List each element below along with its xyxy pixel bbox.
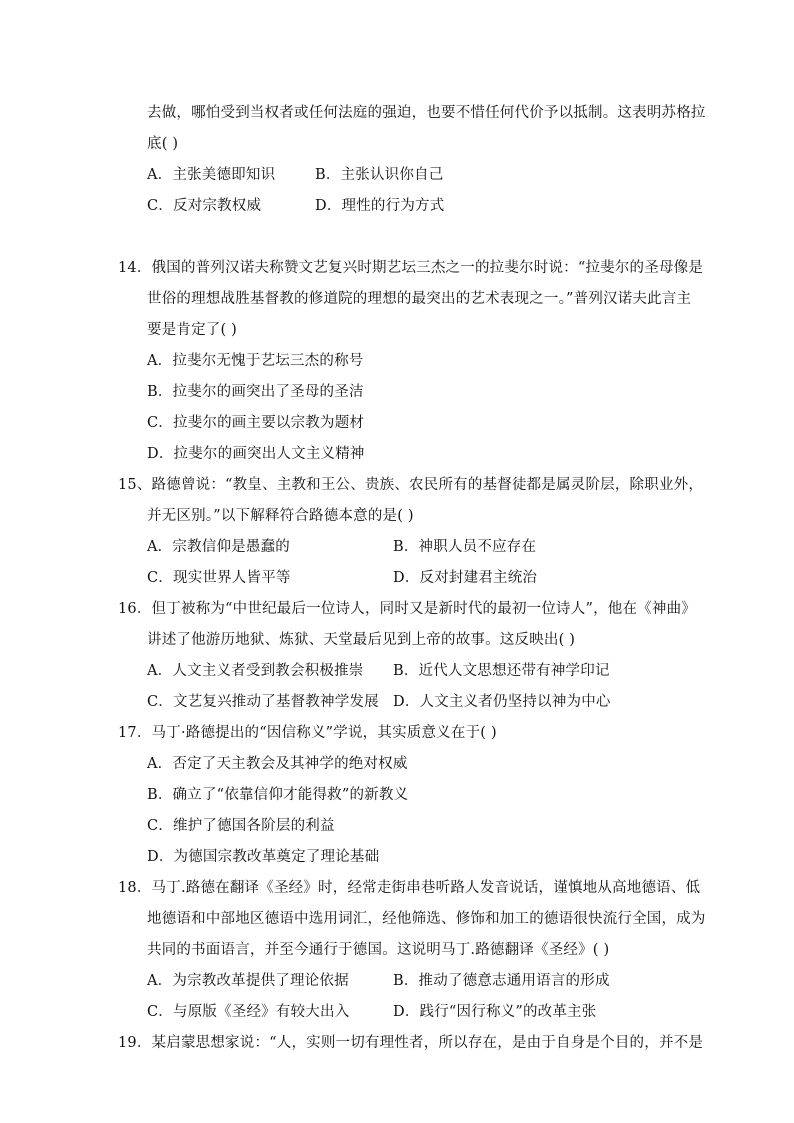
q18-stem-line2: 地德语和中部地区德语中选用词汇，经他筛选、修饰和加工的德语很快流行全国，成为	[147, 911, 706, 927]
q17-stem-line1: 17．马丁·路德提出的“因信称义”学说，其实质意义在于( )	[118, 725, 497, 741]
q14-option-a[interactable]: A．拉斐尔无愧于艺坛三杰的称号	[147, 353, 364, 369]
q18-option-b[interactable]: B．推动了德意志通用语言的形成	[393, 973, 610, 989]
q17-option-d[interactable]: D．为德国宗教改革奠定了理论基础	[147, 849, 380, 865]
q17-option-a[interactable]: A．否定了天主教会及其神学的绝对权威	[147, 756, 408, 772]
q15-stem-line2: 并无区别。”以下解释符合路德本意的是( )	[147, 508, 414, 524]
q14-stem-line3: 要是肯定了( )	[147, 322, 238, 338]
q16-option-b[interactable]: B．近代人文思想还带有神学印记	[393, 663, 610, 679]
q15-stem-line1: 15、路德曾说：“教皇、主教和王公、贵族、农民所有的基督徒都是属灵阶层，除职业外，	[118, 477, 704, 493]
q15-option-d[interactable]: D．反对封建君主统治	[393, 570, 538, 586]
q13-stem-line1: 去做，哪怕受到当权者或任何法庭的强迫，也要不惜任何代价予以抵制。这表明苏格拉	[147, 105, 706, 121]
q15-option-a[interactable]: A．宗教信仰是愚蠢的	[147, 539, 290, 555]
q13-stem-line2: 底( )	[147, 136, 179, 152]
q14-option-b[interactable]: B．拉斐尔的画突出了圣母的圣洁	[147, 384, 364, 400]
q16-stem-line1: 16．但丁被称为“中世纪最后一位诗人，同时又是新时代的最初一位诗人”，他在《神曲》	[118, 601, 696, 617]
q16-stem-line2: 讲述了他游历地狱、炼狱、天堂最后见到上帝的故事。这反映出( )	[147, 632, 576, 648]
q16-option-d[interactable]: D．人文主义者仍坚持以神为中心	[393, 694, 611, 710]
q13-option-c[interactable]: C．反对宗教权威	[147, 198, 262, 214]
q13-option-a[interactable]: A．主张美德即知识	[147, 167, 276, 183]
q14-stem-line1: 14．俄国的普列汉诺夫称赞文艺复兴时期艺坛三杰之一的拉斐尔时说：“拉斐尔的圣母像是	[118, 260, 704, 276]
q17-option-b[interactable]: B．确立了“依靠信仰才能得救”的新教义	[147, 787, 409, 803]
q16-option-c[interactable]: C．文艺复兴推动了基督教神学发展	[147, 694, 379, 710]
q13-option-d[interactable]: D．理性的行为方式	[315, 198, 445, 214]
q18-option-a[interactable]: A．为宗教改革提供了理论依据	[147, 973, 349, 989]
q14-option-c[interactable]: C．拉斐尔的画主要以宗教为题材	[147, 415, 365, 431]
q18-stem-line1: 18．马丁.路德在翻译《圣经》时，经常走街串巷听路人发音说话，谨慎地从高地德语、低	[118, 880, 701, 896]
q15-option-c[interactable]: C．现实世界人皆平等	[147, 570, 291, 586]
q17-option-c[interactable]: C．维护了德国各阶层的利益	[147, 818, 335, 834]
q19-stem-line1: 19．某启蒙思想家说：“人，实则一切有理性者，所以存在，是由于自身是个目的，并不是	[118, 1035, 704, 1051]
q18-stem-line3: 共同的书面语言，并至今通行于德国。这说明马丁.路德翻译《圣经》( )	[147, 942, 610, 958]
q14-stem-line2: 世俗的理想战胜基督教的修道院的理想的最突出的艺术表现之一。”普列汉诺夫此言主	[147, 291, 692, 307]
q15-option-b[interactable]: B．神职人员不应存在	[393, 539, 537, 555]
q18-option-d[interactable]: D．践行“因行称义”的改革主张	[393, 1004, 597, 1020]
q13-option-b[interactable]: B．主张认识你自己	[315, 167, 444, 183]
q18-option-c[interactable]: C．与原版《圣经》有较大出入	[147, 1004, 350, 1020]
q14-option-d[interactable]: D．拉斐尔的画突出人文主义精神	[147, 446, 365, 462]
q16-option-a[interactable]: A．人文主义者受到教会积极推崇	[147, 663, 364, 679]
